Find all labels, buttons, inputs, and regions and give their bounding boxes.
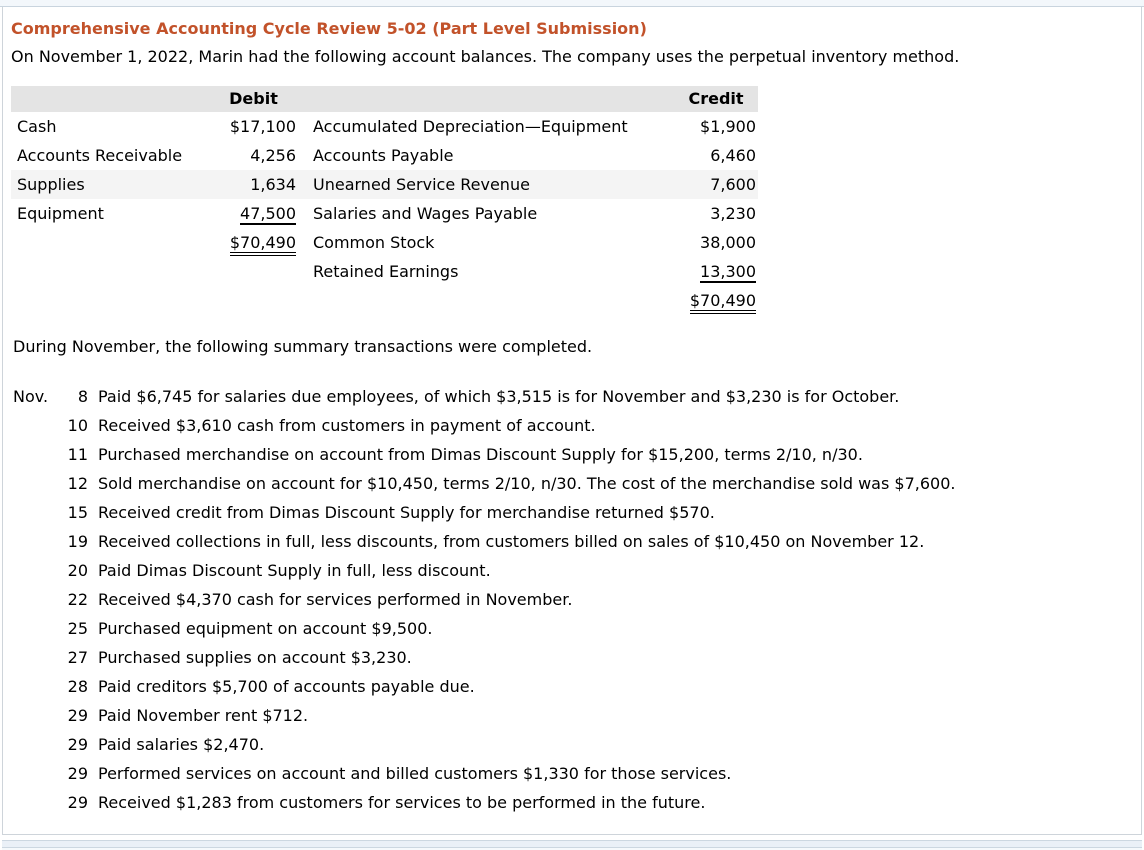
debit-amount: 1,634	[250, 175, 296, 194]
transaction-month-label: Nov.	[13, 387, 49, 406]
transaction-month-label	[11, 556, 51, 585]
debit-amount	[211, 286, 296, 315]
debit-column-header: Debit	[229, 89, 278, 108]
credit-amount: 38,000	[700, 233, 756, 252]
previous-section-edge	[0, 0, 1144, 7]
transaction-month-label	[11, 498, 51, 527]
account-balances-table	[11, 86, 758, 315]
transaction-description: Paid salaries $2,470.	[98, 735, 265, 754]
transaction-description: Paid creditors $5,700 of accounts payable due.	[98, 677, 475, 696]
transaction-description: Paid Dimas Discount Supply in full, less discount.	[98, 561, 491, 580]
transaction-description: Received $4,370 cash for services performed in November.	[98, 590, 573, 609]
balance-table-rows	[11, 112, 758, 315]
balance-table-row	[11, 228, 758, 257]
debit-amount-underlined: $70,490	[230, 233, 296, 256]
transaction-row	[11, 759, 1131, 788]
transaction-month-label	[11, 643, 51, 672]
debit-account-name	[11, 286, 211, 315]
debit-amount: $17,100	[229, 117, 296, 136]
credit-account-name: Unearned Service Revenue	[313, 175, 530, 194]
transaction-day: 22	[67, 590, 88, 609]
debit-amount-underlined: 47,500	[240, 204, 296, 223]
transaction-row	[11, 701, 1131, 730]
transaction-month-label	[11, 411, 51, 440]
transaction-row	[11, 469, 1131, 498]
transaction-day: 27	[67, 648, 88, 667]
transaction-day: 28	[67, 677, 88, 696]
transaction-day: 15	[67, 503, 88, 522]
transaction-row	[11, 527, 1131, 556]
credit-amount	[676, 286, 756, 315]
transaction-row	[11, 440, 1131, 469]
balance-table-header	[11, 86, 758, 112]
credit-account-name: Common Stock	[313, 233, 435, 252]
transaction-month-label	[11, 585, 51, 614]
transaction-day: 20	[67, 561, 88, 580]
balance-table-row	[11, 170, 758, 199]
transaction-row	[11, 556, 1131, 585]
debit-amount	[211, 257, 296, 286]
transaction-month-label	[11, 469, 51, 498]
transaction-day: 29	[67, 735, 88, 754]
transaction-description: Received $3,610 cash from customers in payment of account.	[98, 416, 596, 435]
page-title: Comprehensive Accounting Cycle Review 5-02 (Part Level Submission)	[11, 19, 647, 38]
debit-amount	[211, 228, 296, 257]
debit-account-name: Supplies	[17, 175, 85, 194]
transaction-month-label	[11, 701, 51, 730]
transaction-description: Received $1,283 from customers for services to be performed in the future.	[98, 793, 706, 812]
transaction-month-label	[11, 788, 51, 817]
credit-account-name: Salaries and Wages Payable	[313, 204, 538, 223]
credit-accounts-header-spacer	[296, 86, 676, 112]
transaction-day: 8	[77, 387, 88, 406]
credit-account-name	[296, 286, 676, 315]
transaction-month-label	[11, 672, 51, 701]
debit-amount	[211, 199, 296, 228]
transaction-row	[11, 672, 1131, 701]
debit-amount: 4,256	[250, 146, 296, 165]
debit-account-name	[11, 257, 211, 286]
transaction-day: 12	[67, 474, 88, 493]
transaction-row	[11, 730, 1131, 759]
debit-accounts-header-spacer	[11, 86, 211, 112]
transaction-row	[11, 788, 1131, 817]
credit-amount-underlined: $70,490	[690, 291, 756, 314]
transaction-month-label	[11, 440, 51, 469]
transaction-row	[11, 614, 1131, 643]
transaction-day: 25	[67, 619, 88, 638]
transaction-row	[11, 382, 1131, 411]
credit-account-name: Accounts Payable	[313, 146, 454, 165]
transaction-day: 29	[67, 793, 88, 812]
transaction-description: Purchased supplies on account $3,230.	[98, 648, 412, 667]
transaction-row	[11, 643, 1131, 672]
transaction-description: Sold merchandise on account for $10,450, terms 2/10, n/30. The cost of the merchandise sold was $7,600.	[98, 474, 956, 493]
credit-column-header: Credit	[688, 89, 744, 108]
credit-amount	[676, 257, 756, 286]
transaction-description: Received credit from Dimas Discount Supply for merchandise returned $570.	[98, 503, 715, 522]
balance-table-row	[11, 286, 758, 315]
transaction-month-label	[11, 614, 51, 643]
credit-account-name: Retained Earnings	[313, 262, 459, 281]
credit-amount: 3,230	[710, 204, 756, 223]
debit-account-name	[11, 228, 211, 257]
transaction-description: Purchased equipment on account $9,500.	[98, 619, 433, 638]
transaction-description: Received collections in full, less discounts, from customers billed on sales of $10,450 on November 12.	[98, 532, 925, 551]
transaction-day: 11	[67, 445, 88, 464]
debit-account-name: Cash	[17, 117, 57, 136]
transaction-month-label	[11, 759, 51, 788]
transaction-row	[11, 498, 1131, 527]
transaction-day: 10	[67, 416, 88, 435]
balance-table-row	[11, 257, 758, 286]
transaction-month-label	[11, 527, 51, 556]
balance-table-row	[11, 112, 758, 141]
transaction-row	[11, 411, 1131, 440]
credit-amount: 6,460	[710, 146, 756, 165]
balance-table-row	[11, 141, 758, 170]
transaction-description: Performed services on account and billed customers $1,330 for those services.	[98, 764, 732, 783]
credit-amount: 7,600	[710, 175, 756, 194]
transaction-row	[11, 585, 1131, 614]
transaction-month-label	[11, 730, 51, 759]
next-section-edge	[2, 835, 1142, 850]
debit-account-name: Equipment	[17, 204, 104, 223]
transaction-description: Purchased merchandise on account from Dimas Discount Supply for $15,200, terms 2/10, n/30.	[98, 445, 863, 464]
credit-account-name: Accumulated Depreciation—Equipment	[313, 117, 628, 136]
transactions-list	[11, 382, 1131, 817]
transaction-description: Paid $6,745 for salaries due employees, of which $3,515 is for November and $3,230 is for October.	[98, 387, 900, 406]
transactions-intro: During November, the following summary transactions were completed.	[13, 337, 593, 356]
intro-text: On November 1, 2022, Marin had the following account balances. The company uses the perpetual inventory method.	[11, 47, 960, 66]
transaction-day: 29	[67, 706, 88, 725]
credit-amount: $1,900	[700, 117, 756, 136]
balance-table-row	[11, 199, 758, 228]
transaction-day: 19	[67, 532, 88, 551]
debit-account-name: Accounts Receivable	[17, 146, 183, 165]
problem-panel	[2, 7, 1142, 835]
transaction-day: 29	[67, 764, 88, 783]
transaction-description: Paid November rent $712.	[98, 706, 309, 725]
credit-amount-underlined: 13,300	[700, 262, 756, 281]
